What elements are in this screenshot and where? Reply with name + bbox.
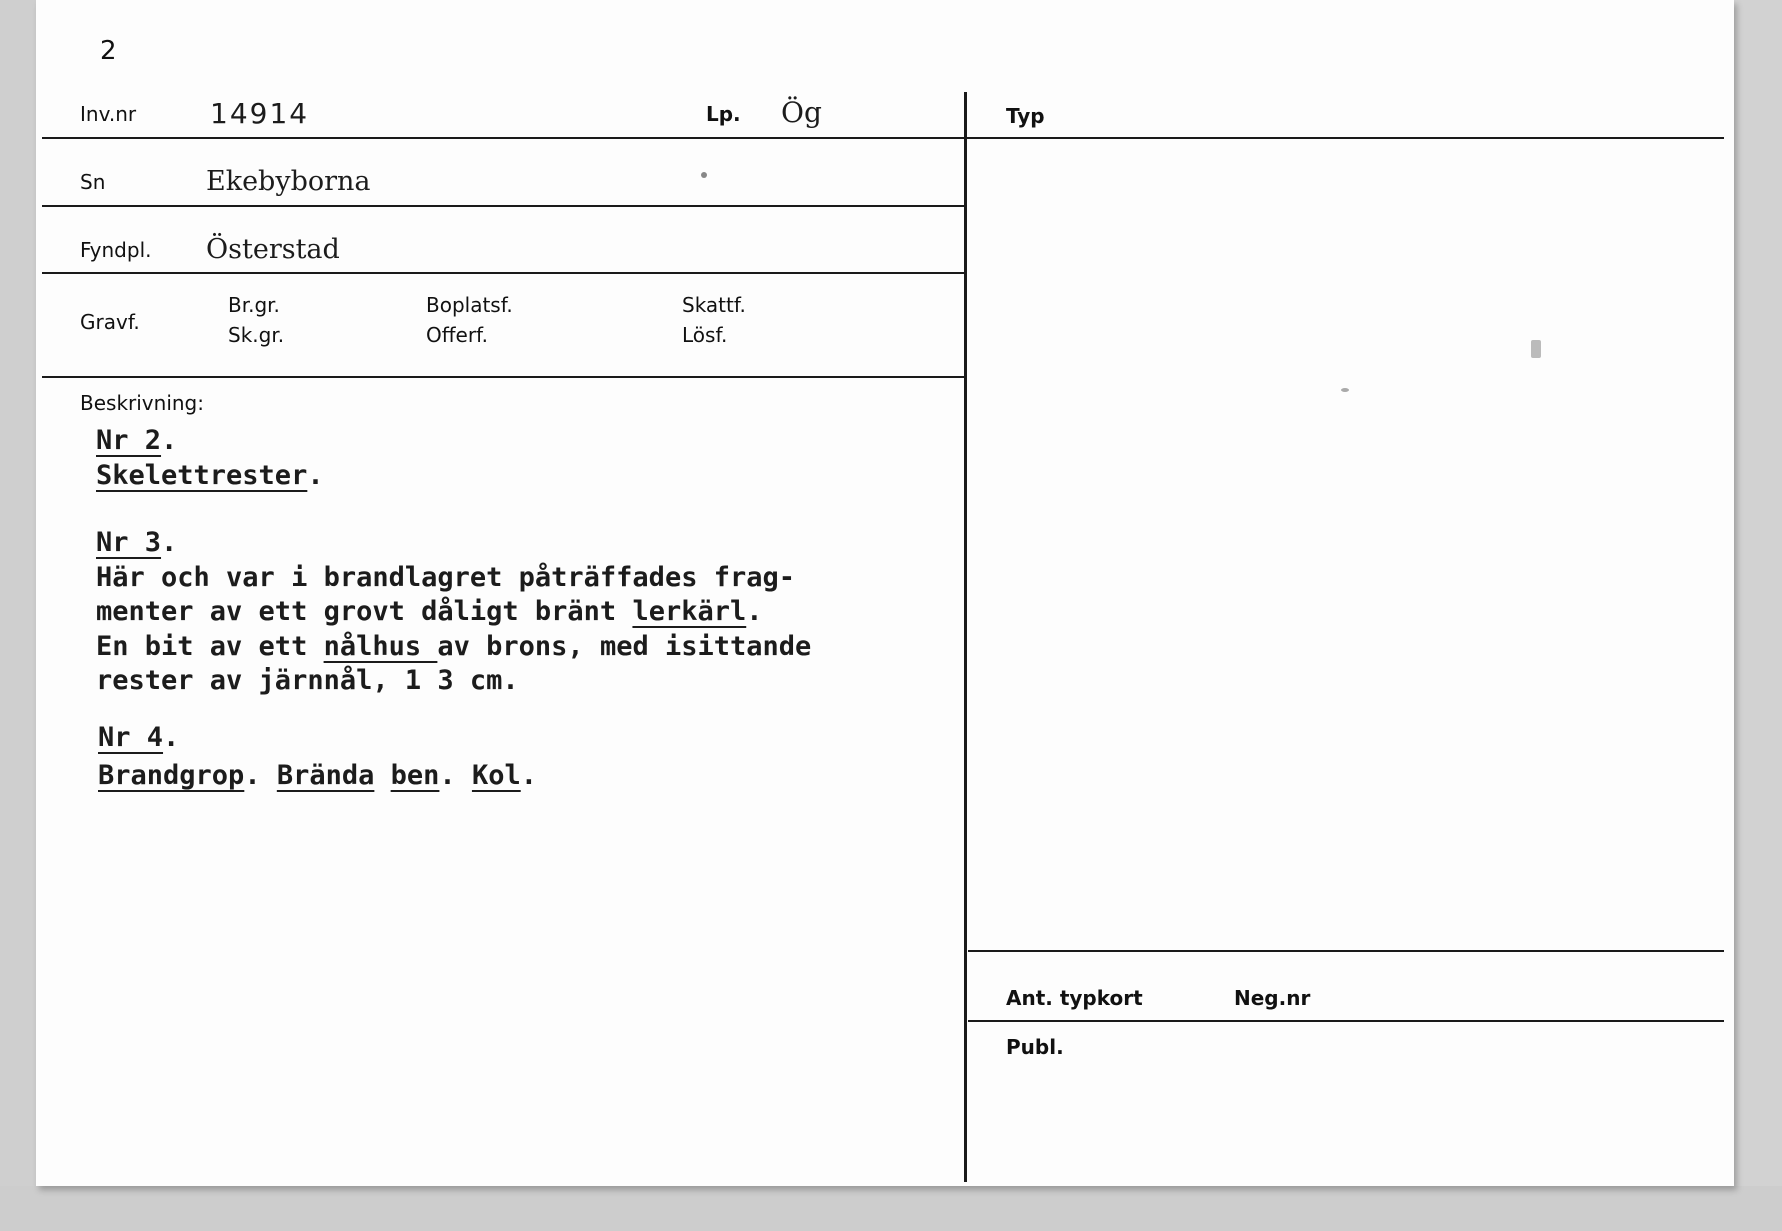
sn-value: Ekebyborna	[206, 166, 371, 197]
desc-text-line4: rester av järnnål, 1 3 cm.	[96, 665, 519, 696]
neg-nr-label: Neg.nr	[1234, 986, 1311, 1010]
scan-border-bottom	[0, 1186, 1782, 1231]
gravf-option-skgr: Sk.gr.	[228, 323, 285, 347]
typ-label: Typ	[1006, 104, 1045, 128]
desc-lerkarl: lerkärl	[632, 596, 747, 627]
desc-nr3: Nr 3.	[96, 527, 178, 558]
gravf-option-losf: Lösf.	[682, 323, 728, 347]
scan-border-right	[1734, 0, 1782, 1231]
gravf-option-brgr: Br.gr.	[228, 293, 280, 317]
lp-label: Lp.	[706, 102, 741, 126]
desc-skelettrester: Skelettrester.	[96, 460, 324, 491]
ant-typkort-label: Ant. typkort	[1006, 986, 1143, 1010]
column-divider	[964, 92, 967, 1182]
desc-kol: Kol	[471, 760, 521, 791]
gravf-label: Gravf.	[80, 310, 140, 334]
desc-text-line2: menter av ett grovt dåligt bränt lerkärl.	[96, 596, 763, 627]
desc-brandgrop: Brandgrop	[98, 760, 245, 791]
desc-nr4-text: Nr 4	[98, 722, 164, 753]
rule-header	[42, 137, 964, 139]
desc-skelettrester-text: Skelettrester	[96, 460, 308, 491]
catalog-card	[36, 0, 1734, 1186]
lp-value: Ög	[781, 96, 822, 129]
desc-text-line3	[96, 631, 811, 662]
desc-text-line3-end: av brons, med isittande	[437, 631, 812, 662]
fyndpl-label: Fyndpl.	[80, 238, 152, 262]
desc-nr4: Nr 4.	[98, 722, 180, 753]
desc-nr2-text: Nr 2	[96, 425, 162, 456]
rule-fyndpl	[42, 272, 964, 274]
gravf-option-boplatsf: Boplatsf.	[426, 293, 513, 317]
scan-border-left	[0, 0, 36, 1231]
desc-nr3-text: Nr 3	[96, 527, 162, 558]
desc-brandgrop-line: Brandgrop. Brända ben. Kol.	[98, 760, 537, 791]
sn-label: Sn	[80, 170, 106, 194]
desc-nalhus: nålhus	[323, 631, 438, 662]
gravf-option-offerf: Offerf.	[426, 323, 488, 347]
beskrivning-label: Beskrivning:	[80, 391, 204, 415]
scan-speck	[701, 172, 707, 178]
card-number: 2	[100, 36, 117, 66]
scan-speck	[1531, 340, 1541, 358]
inv-nr-value: 14914	[210, 97, 310, 130]
fyndpl-value: Österstad	[206, 234, 340, 265]
rule-sn	[42, 205, 964, 207]
gravf-option-skattf: Skattf.	[682, 293, 746, 317]
inv-nr-label: Inv.nr	[80, 102, 137, 126]
publ-label: Publ.	[1006, 1035, 1064, 1059]
desc-text-line1: Här och var i brandlagret påträffades frag-	[96, 562, 795, 593]
rule-typ	[966, 137, 1724, 139]
desc-ben: ben	[390, 760, 440, 791]
rule-gravf	[42, 376, 964, 378]
desc-branda: Brända	[276, 760, 375, 791]
scan-speck	[1341, 388, 1349, 392]
desc-text-line2-start: menter av ett grovt dåligt bränt	[96, 596, 633, 627]
rule-footer-mid	[968, 1020, 1724, 1022]
desc-text-line3-start: En bit av ett	[96, 631, 308, 662]
desc-nr2: Nr 2.	[96, 425, 178, 456]
rule-footer-top	[968, 950, 1724, 952]
